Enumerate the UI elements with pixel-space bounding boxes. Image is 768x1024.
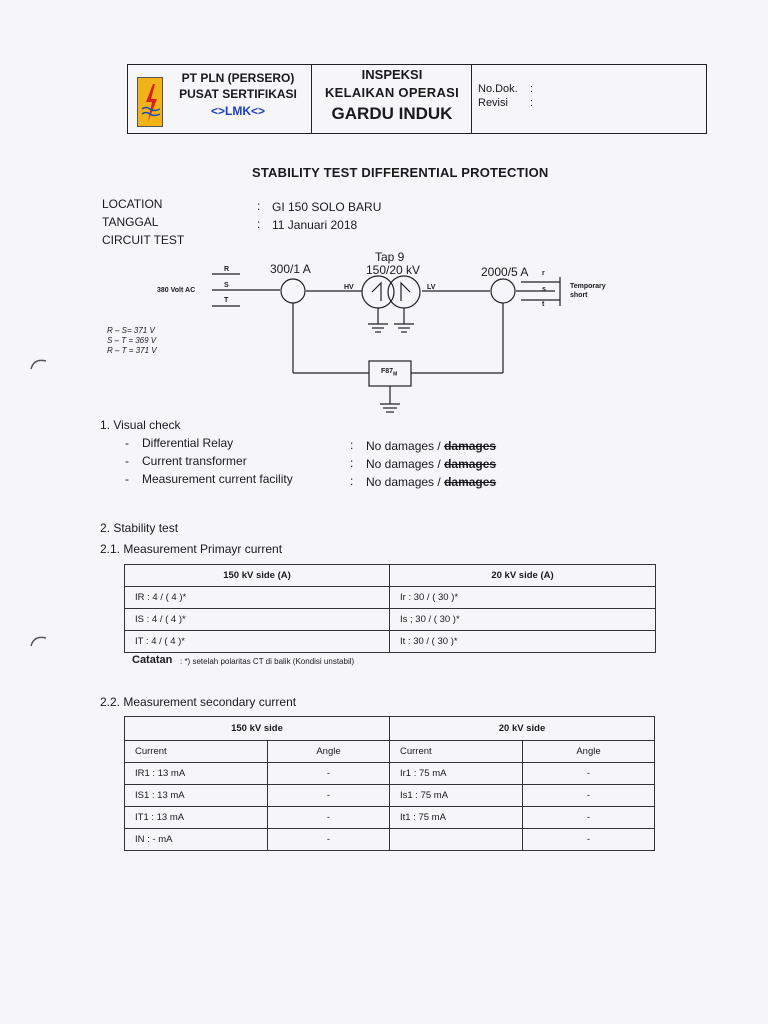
note-label: Catatan: [132, 654, 173, 666]
secondary-lv-r-angle: -: [523, 763, 655, 785]
primary-lv-s: Is ; 30 / ( 30 )*: [390, 609, 656, 631]
table-row: [125, 807, 655, 829]
secondary-lv-header: 20 kV side: [390, 717, 655, 741]
secondary-lv-t-angle: -: [523, 807, 655, 829]
secondary-hv-s-angle: -: [268, 785, 390, 807]
voltage-rt: R – T = 371 V: [107, 346, 157, 355]
table-row: [125, 587, 656, 609]
phase-s-label: S: [224, 282, 229, 289]
table-row: [125, 829, 655, 851]
secondary-hv-r-angle: -: [268, 763, 390, 785]
source-label: 380 Volt AC: [157, 287, 196, 294]
page-title: STABILITY TEST DIFFERENTIAL PROTECTION: [252, 165, 549, 180]
check-dash-1: -: [125, 436, 129, 450]
secondary-lv-angle-col: Angle: [523, 741, 655, 763]
revision-colon: :: [530, 97, 534, 109]
voltage-st: S – T = 369 V: [107, 336, 157, 345]
location-value: GI 150 SOLO BARU: [272, 200, 382, 214]
check-dash-2: -: [125, 454, 129, 468]
check-result-facility: No damages / damages: [366, 475, 497, 489]
primary-hv-s: IS : 4 / ( 4 )*: [125, 609, 390, 631]
check-colon-2: :: [350, 456, 354, 470]
secondary-current-heading: 2.2. Measurement secondary current: [100, 695, 297, 709]
secondary-lv-n-angle: -: [523, 829, 655, 851]
tap-label: Tap 9: [375, 250, 405, 264]
inspection-title-1: INSPEKSI: [361, 67, 423, 82]
binder-hole-mark-1: [28, 355, 50, 375]
table-row: [125, 785, 655, 807]
table-row: [125, 763, 655, 785]
secondary-hv-t: IT1 : 13 mA: [125, 807, 268, 829]
phase-t-label: T: [224, 297, 229, 304]
primary-lv-header: 20 kV side (A): [390, 565, 656, 587]
primary-hv-r: IR : 4 / ( 4 )*: [125, 587, 390, 609]
org-unit: PUSAT SERTIFIKASI: [179, 87, 297, 101]
table-subheader-row: [125, 741, 655, 763]
lv-label: LV: [427, 284, 436, 291]
check-colon-3: :: [350, 474, 354, 488]
inspection-title-3: GARDU INDUK: [331, 104, 453, 123]
visual-check-heading: 1. Visual check: [100, 418, 181, 432]
table-row: [125, 631, 656, 653]
relay-label: $F87_M$: [381, 368, 398, 378]
check-dash-3: -: [125, 472, 129, 486]
secondary-hv-header: 150 kV side: [125, 717, 390, 741]
ct-primary-label: 300/1 A: [270, 262, 311, 276]
primary-lv-r: Ir : 30 / ( 30 )*: [390, 587, 656, 609]
secondary-lv-r: Ir1 : 75 mA: [390, 763, 523, 785]
date-colon: :: [257, 217, 261, 231]
secondary-current-table: [124, 716, 655, 851]
table-row: [125, 609, 656, 631]
primary-current-table: [124, 564, 656, 653]
phase-r-label: R: [224, 266, 230, 273]
check-result-relay: No damages / damages: [366, 439, 497, 453]
secondary-hv-s: IS1 : 13 mA: [125, 785, 268, 807]
circuit-diagram: [0, 0, 768, 420]
date-value: 11 Januari 2018: [272, 218, 358, 232]
check-crossed-ct: damages: [444, 457, 497, 471]
secondary-hv-r: IR1 : 13 mA: [125, 763, 268, 785]
secondary-lv-t: It1 : 75 mA: [390, 807, 523, 829]
date-label: TANGGAL: [102, 215, 159, 229]
phase-s-lower-label: s: [542, 286, 546, 293]
note-text: : *) setelah polaritas CT di balik (Kondisi unstabil): [180, 657, 355, 666]
secondary-lv-s-angle: -: [523, 785, 655, 807]
doc-no-label: No.Dok.: [478, 83, 518, 95]
check-label-facility: Measurement current facility: [142, 472, 293, 486]
secondary-hv-n: IN : - mA: [125, 829, 268, 851]
primary-lv-t: It : 30 / ( 30 )*: [390, 631, 656, 653]
secondary-hv-t-angle: -: [268, 807, 390, 829]
binder-hole-mark-2: [28, 632, 50, 652]
secondary-lv-s: Is1 : 75 mA: [390, 785, 523, 807]
check-crossed-relay: damages: [444, 439, 497, 453]
phase-t-lower-label: t: [542, 301, 545, 308]
secondary-hv-angle-col: Angle: [268, 741, 390, 763]
check-label-relay: Differential Relay: [142, 436, 234, 450]
secondary-lv-current-col: Current: [390, 741, 523, 763]
org-lmk: <>LMK<>: [210, 104, 266, 118]
inspection-title-2: KELAIKAN OPERASI: [324, 85, 460, 100]
primary-current-heading: 2.1. Measurement Primayr current: [100, 542, 283, 556]
revision-label: Revisi: [478, 97, 508, 109]
ct-secondary-label: 2000/5 A: [481, 265, 529, 279]
doc-no-colon: :: [530, 83, 534, 95]
secondary-hv-n-angle: -: [268, 829, 390, 851]
org-name: PT PLN (PERSERO): [181, 71, 295, 85]
primary-hv-t: IT : 4 / ( 4 )*: [125, 631, 390, 653]
table-header-row: [125, 565, 656, 587]
voltage-rs: R – S= 371 V: [107, 326, 155, 335]
check-crossed-facility: damages: [444, 475, 497, 489]
transformer-label: 150/20 kV: [366, 263, 421, 277]
check-label-ct: Current transformer: [142, 454, 247, 468]
secondary-lv-n: [390, 829, 523, 851]
phase-r-lower-label: r: [542, 270, 545, 277]
check-result-ct: No damages / damages: [366, 457, 497, 471]
table-header-row: [125, 717, 655, 741]
check-colon-1: :: [350, 438, 354, 452]
circuit-test-label: CIRCUIT TEST: [102, 233, 185, 247]
temporary-short-label: Temporary: [570, 283, 606, 290]
stability-heading: 2. Stability test: [100, 521, 179, 535]
relay-label-sub: M: [393, 371, 398, 378]
secondary-hv-current-col: Current: [125, 741, 268, 763]
hv-label: HV: [344, 284, 354, 291]
temporary-short-label-2: short: [570, 292, 588, 299]
location-label: LOCATION: [102, 197, 163, 211]
primary-hv-header: 150 kV side (A): [125, 565, 390, 587]
location-colon: :: [257, 199, 261, 213]
